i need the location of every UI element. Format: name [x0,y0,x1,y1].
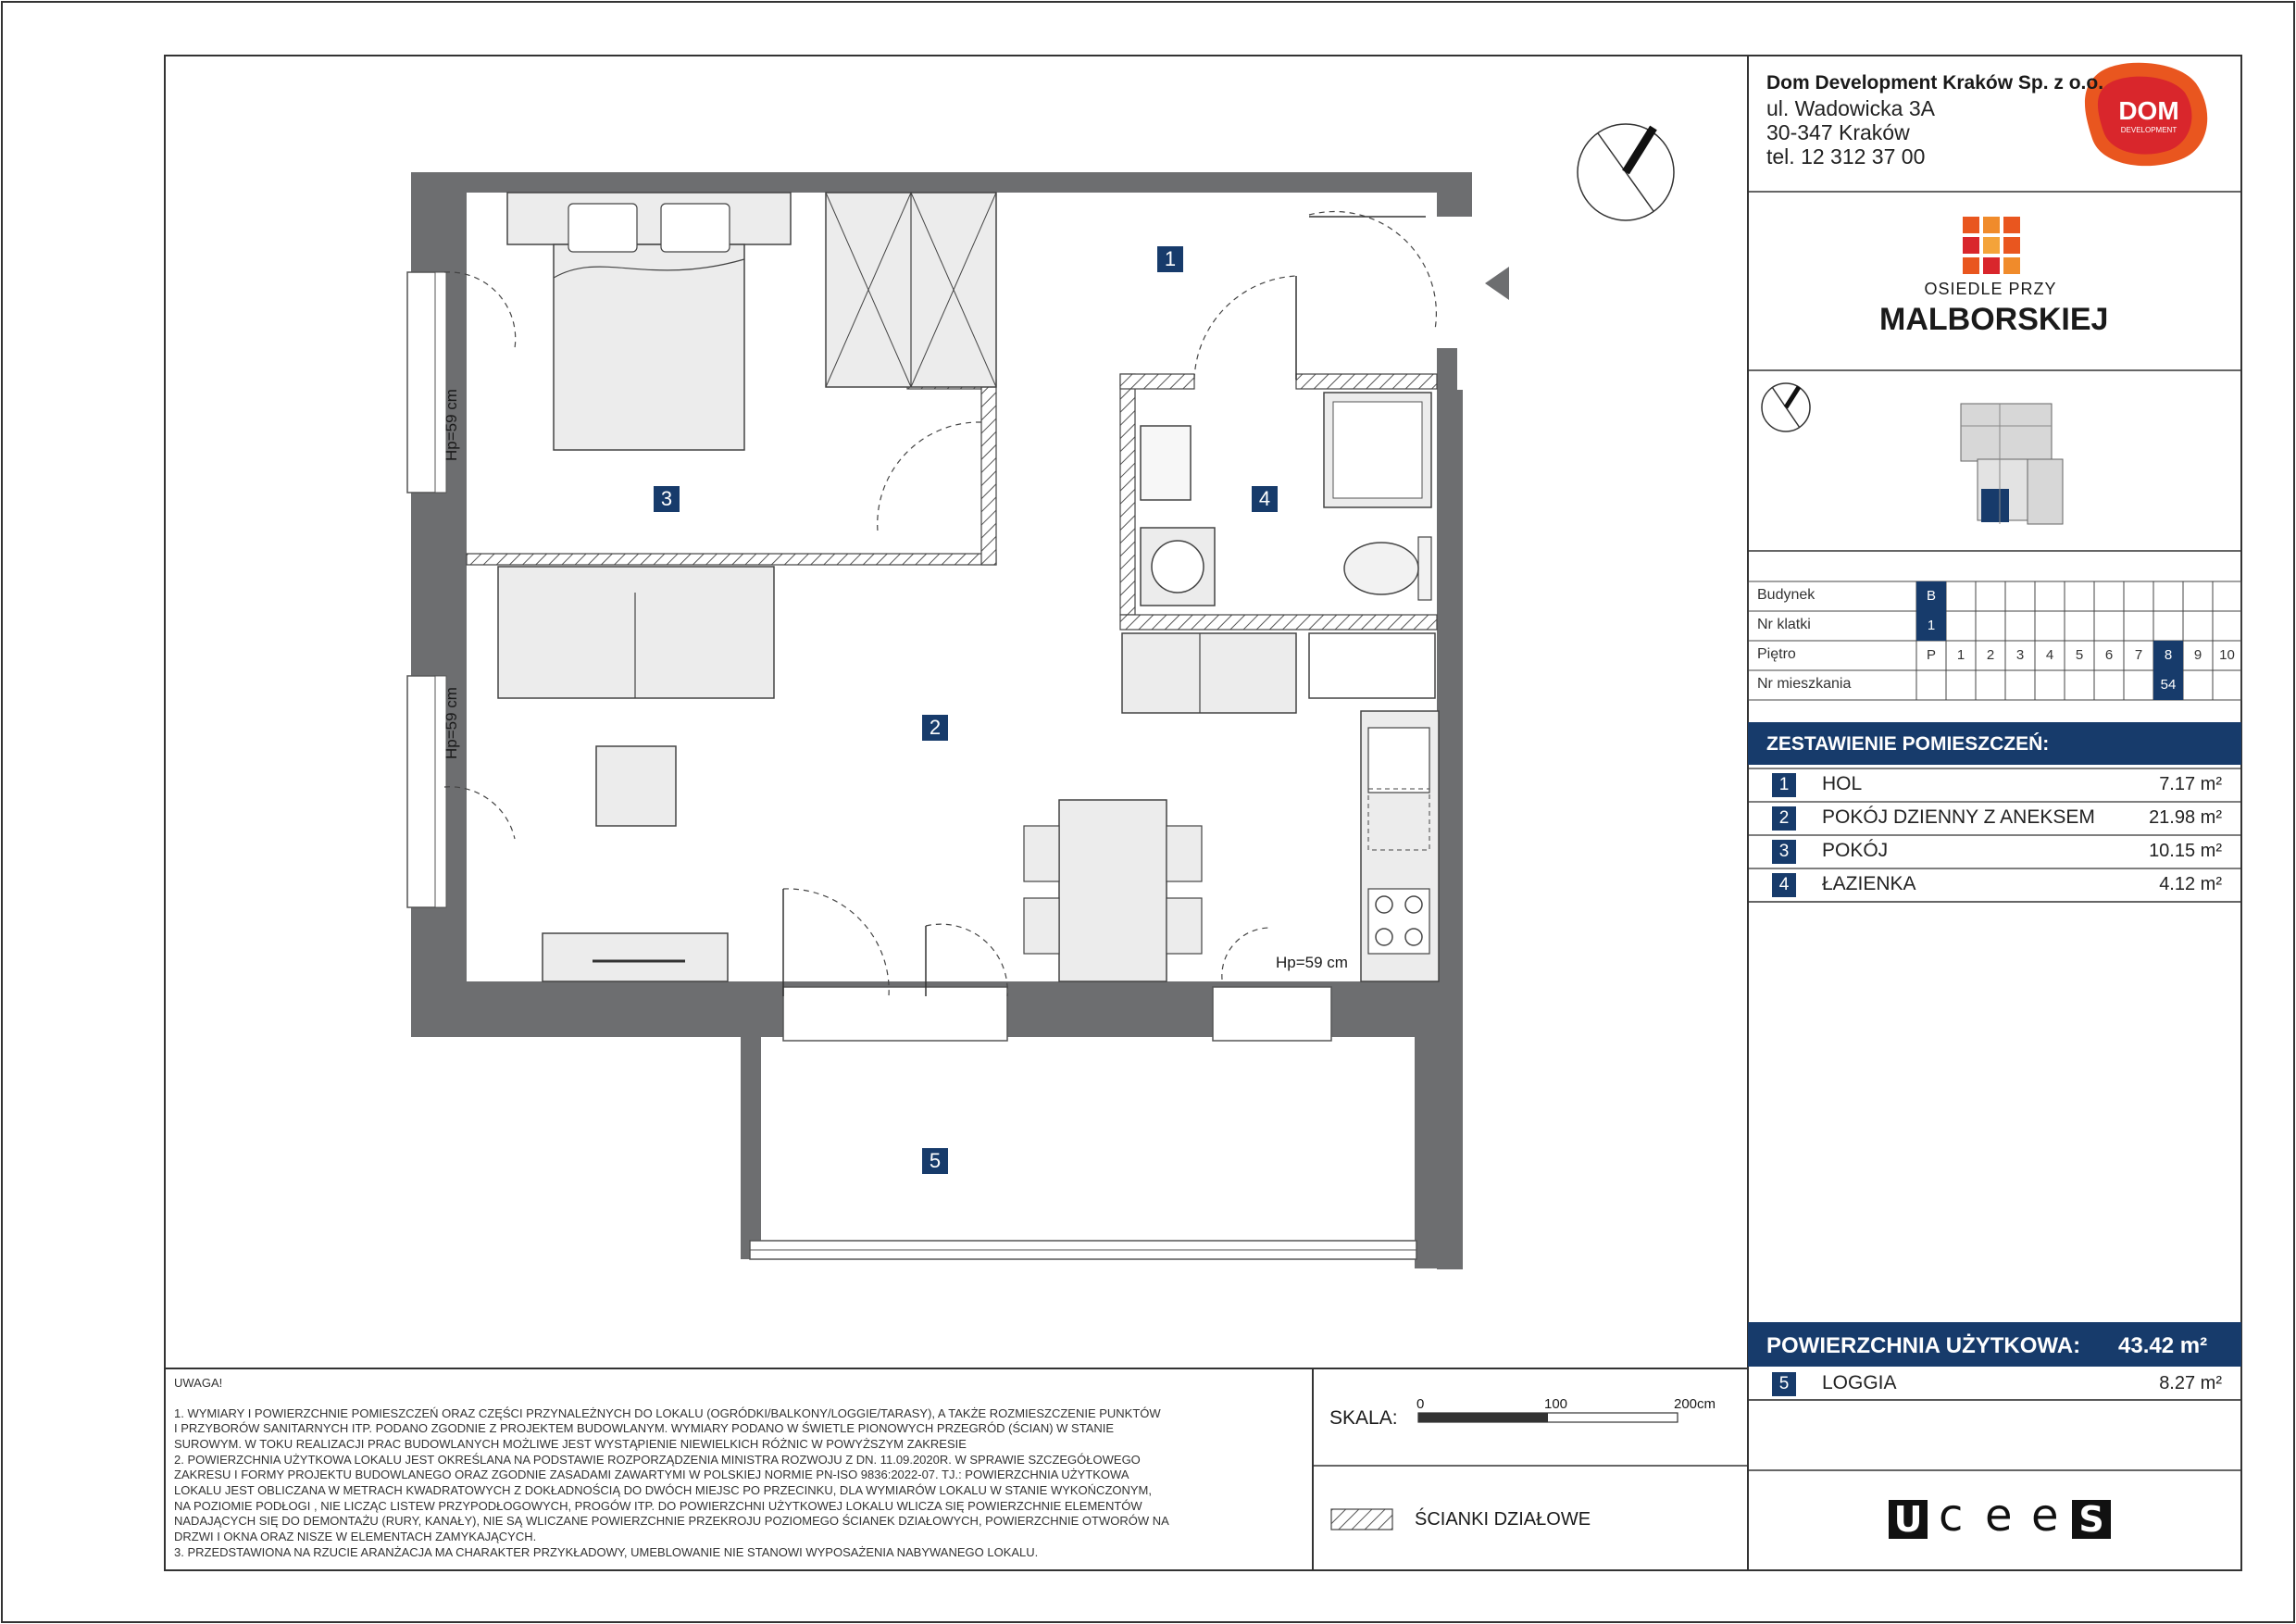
usable-area-label: POWIERZCHNIA UŻYTKOWA: [1766,1333,2081,1358]
entrance-arrow-icon [1485,267,1509,300]
notes-title: UWAGA! [174,1376,223,1390]
grid-floor-3: 3 [2015,647,2025,663]
height-note-living: Hp=59 cm [443,687,460,759]
project-logo-mark [1963,217,2020,274]
room-num-5: 5 [1772,1372,1796,1396]
notes-line-10: 3. PRZEDSTAWIONA NA RZUCIE ARANŻACJA MA CHARAKTER PRZYKŁADOWY, UMEBLOWANIE NIE STANOWI WYPOSAŻENIA NABYWANEGO LOKALU. [174,1545,1039,1559]
rooms-header: ZESTAWIENIE POMIESZCZEŃ: [1766,733,2050,755]
small-compass [1762,383,1810,431]
scale-tick-100: 100 [1544,1396,1568,1412]
grid-floor-5: 5 [2075,647,2084,663]
partition-legend-swatch [1331,1509,1392,1530]
grid-floor-p: P [1926,647,1936,663]
grid-floor-10: 10 [2219,647,2235,663]
brand-letter-e2: e [2031,1490,2059,1542]
room-area-1: 7.17 m² [2159,774,2222,794]
grid-floor-4: 4 [2045,647,2054,663]
plan-room-label-3: 3 [654,486,680,512]
room-area-4: 4.12 m² [2159,874,2222,894]
scale-tick-200: 200cm [1674,1396,1716,1412]
notes-line-7: NA POZIOMIE PODŁOGI , NIE LICZĄC LISTEW PRZYPODŁOGOWYCH, PROGÓW ITP. DO POWIERZCHNI UŻYTKOWEJ LOKALU WLICZA SIĘ POWIERZCHNIE ELEMENTÓW [174,1499,1142,1513]
notes-line-5: ZAKRESU I FORMY PROJEKTU BUDOWLANEGO ORAZ ZGODNIE ZASADAMI ZAWARTYMI W POLSKIEJ NORMIE PN-ISO 9836:2022-07. TJ.: POWIERZCHNIA UŻYTKOWA [174,1468,1129,1481]
notes-line-4: 2. POWIERZCHNIA UŻYTKOWA LOKALU JEST OKREŚLANA NA PODSTAWIE ROZPORZĄDZENIA MINISTRA ROZWOJU Z DN. 11.09.2020R. W SPRAWIE SZCZEGÓŁOWEGO [174,1453,1141,1467]
usable-area-bar [1748,1322,2241,1367]
notes-line-8: NADAJĄCYCH SIĘ DO DEMONTAŻU (RURY, KANAŁY), NIE SĄ WLICZANE POWIERZCHNIE PRZEKROJU POZIOMEGO ŚCIANEK DZIAŁOWYCH, POWIERZCHNIE OTWORÓW NA [174,1514,1169,1528]
room-area-5: 8.27 m² [2159,1373,2222,1393]
project-name-line1: OSIEDLE PRZY [1924,280,2057,298]
grid-floor-8: 8 [2153,641,2183,670]
brand-letter-e1: e [1985,1490,2013,1542]
height-note-kitchen: Hp=59 cm [1276,954,1348,971]
scale-label: SKALA: [1329,1407,1398,1429]
grid-building-value: B [1916,581,1946,611]
grid-floor-6: 6 [2104,647,2114,663]
room-name-5: LOGGIA [1822,1372,1897,1393]
grid-staircase-value: 1 [1916,611,1946,641]
brand-letter-c: c [1939,1490,1964,1542]
developer-street: ul. Wadowicka 3A [1766,96,1935,120]
notes-line-6: LOKALU JEST OBLICZANA W METRACH KWADRATOWYCH Z DOKŁADNOŚCIĄ DO DWÓCH MIEJSC PO PRZECINKU, DLA WYMIARÓW LOKALU W STANIE WYKOŃCZONYM, [174,1483,1153,1497]
logo-dom-text: DOM [2118,96,2179,125]
scale-bar [1418,1413,1678,1422]
plan-room-label-2: 2 [922,715,948,741]
room-num-2: 2 [1772,806,1796,831]
partition-walls-legend: ŚCIANKI DZIAŁOWE [1415,1509,1591,1530]
notes-line-2: I PRZYBORÓW SANITARNYCH ITP. PODANO ZGODNIE Z PROJEKTEM BUDOWLANYM. WYMIARY PODANO W ŚWIETLE PIONOWYCH PRZEGRÓD (ŚCIAN) W STANIE [174,1421,1115,1435]
brand-letter-u: U [1889,1500,1928,1539]
grid-label-staircase: Nr klatki [1757,617,1811,632]
notes-line-1: 1. WYMIARY I POWIERZCHNIE POMIESZCZEŃ ORAZ CZĘŚCI PRZYNALEŻNYCH DO LOKALU (OGRÓDKI/BALKONY/LOGGIE/TARASY), A TAKŻE ROZMIESZCZENIE PUNKTÓW [174,1406,1161,1420]
grid-floor-1: 1 [1956,647,1965,663]
project-name-line2: MALBORSKIEJ [1879,302,2109,337]
plan-room-label-5: 5 [922,1148,948,1174]
rooms-header-bar [1748,722,2241,765]
room-name-1: HOL [1822,773,1863,794]
room-num-3: 3 [1772,840,1796,864]
brand-letter-s: S [2072,1500,2111,1539]
notes-line-3: SUROWYM. W TOKU REALIZACJI PRAC BUDOWLANYCH MOŻLIWE JEST WYSTĄPIENIE NIEWIELKICH RÓŻNIC W POWYŻSZYM ZAKRESIE [174,1437,967,1451]
grid-floor-2: 2 [1986,647,1995,663]
grid-label-floor: Piętro [1757,646,1796,662]
plan-room-label-4: 4 [1252,486,1278,512]
grid-label-apartment: Nr mieszkania [1757,676,1852,692]
room-num-4: 4 [1772,873,1796,897]
room-name-3: POKÓJ [1822,840,1889,861]
grid-floor-9: 9 [2193,647,2202,663]
room-name-4: ŁAZIENKA [1822,873,1916,894]
developer-name: Dom Development Kraków Sp. z o.o. [1766,72,2104,94]
developer-city: 30-347 Kraków [1766,120,1910,144]
compass-icon [1578,124,1674,220]
room-area-3: 10.15 m² [2149,841,2222,861]
key-plan [1961,404,2063,524]
grid-floor-7: 7 [2134,647,2143,663]
plan-room-label-1: 1 [1157,246,1183,272]
grid-apartment-value: 54 [2153,670,2183,700]
logo-development-text: DEVELOPMENT [2120,126,2177,134]
height-note-bedroom: Hp=59 cm [443,389,460,461]
room-name-2: POKÓJ DZIENNY Z ANEKSEM [1822,806,2095,828]
room-area-2: 21.98 m² [2149,807,2222,828]
notes-line-9: DRZWI I OKNA ORAZ NISZE W ELEMENTACH ZAMYKAJĄCYCH. [174,1530,537,1543]
floor-plan [407,172,1509,1269]
scale-tick-0: 0 [1416,1396,1425,1412]
usable-area-value: 43.42 m² [2118,1333,2208,1358]
grid-label-building: Budynek [1757,587,1816,603]
developer-phone: tel. 12 312 37 00 [1766,144,1926,169]
room-num-1: 1 [1772,773,1796,797]
